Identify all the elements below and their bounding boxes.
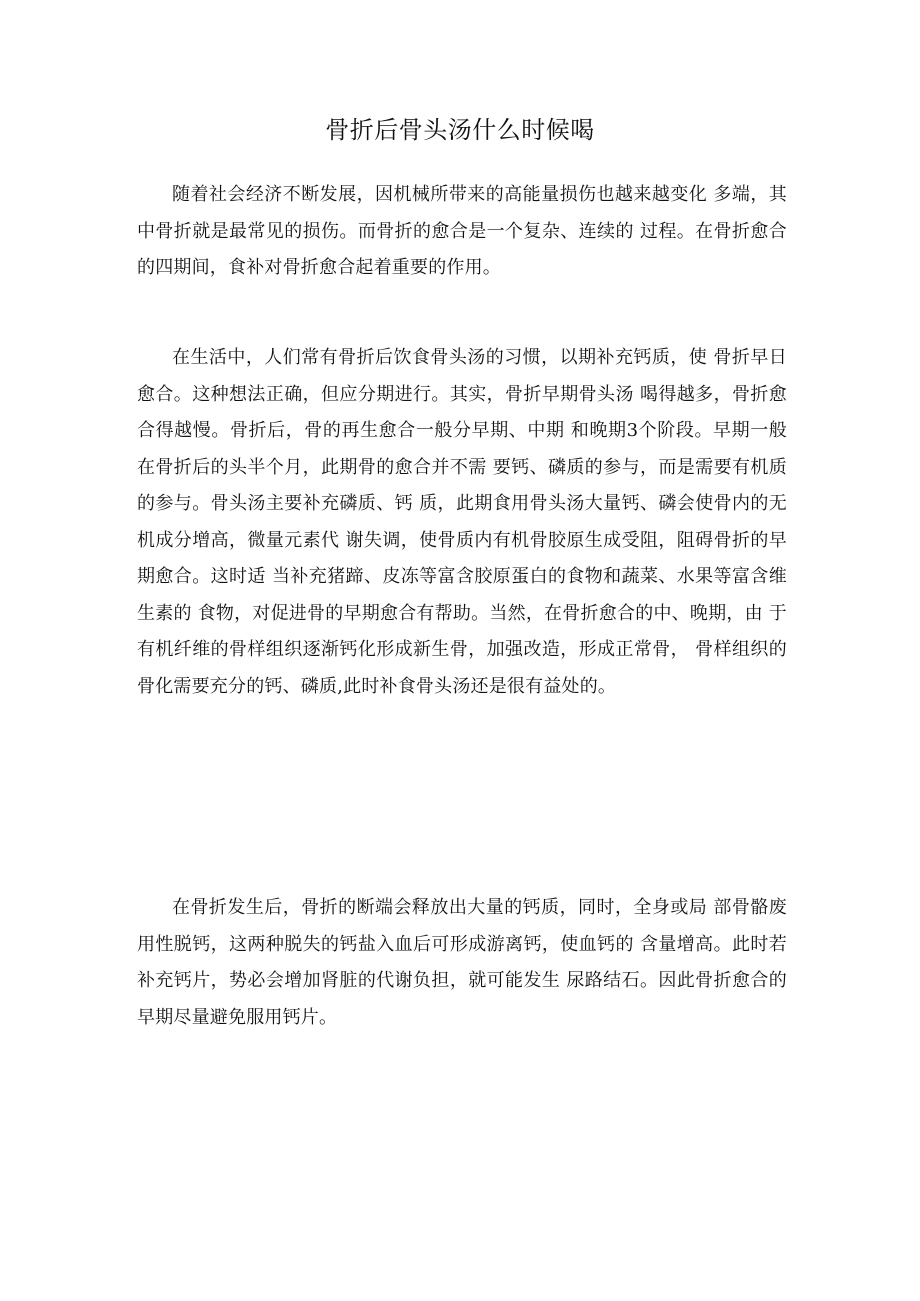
paragraph-2: 在生活中，人们常有骨折后饮食骨头汤的习惯，以期补充钙质，使 骨折早日愈合。这种想法正确，但应分期进行。其实，骨折早期骨头汤 喝得越多，骨折愈合得越慢。骨折后，骨的再生愈合一般分早期、中期 和晚期3个阶段。早期一般在骨折后的头半个月，此期骨的愈合并不需 要钙、磷质的参与，而是需要有机质的参与。骨头汤主要补充磷质、钙 质，此期食用骨头汤大量钙、磷会使骨内的无机成分增高，微量元素代 谢失调，使骨质内有机骨胶原生成受阻，阻碍骨折的早期愈合。这时适 当补充猪蹄、皮冻等富含胶原蛋白的食物和蔬菜、水果等富含维生素的 食物，对促进骨的早期愈合有帮助。当然，在骨折愈合的中、晚期，由 于有机纤维的骨样组织逐渐钙化形成新生骨，加强改造，形成正常骨， 骨样组织的骨化需要充分的钙、磷质,此时补食骨头汤还是很有益处的。 [137,347,787,697]
document-title: 骨折后骨头汤什么时候喝 [325,116,595,144]
paragraph-1: 随着社会经济不断发展，因机械所带来的高能量损伤也越来越变化 多端，其中骨折就是最常见的损伤。而骨折的愈合是一个复杂、连续的 过程。在骨折愈合的四期间，食补对骨折愈合起着重要的作用。 [137,184,787,278]
paragraph-3: 在骨折发生后，骨折的断端会释放出大量的钙质，同时，全身或局 部骨骼废用性脱钙，这两种脱失的钙盐入血后可形成游离钙，使血钙的 含量增高。此时若补充钙片，势必会增加肾脏的代谢负担，就可能发生 尿路结石。因此骨折愈合的早期尽量避免服用钙片。 [137,897,787,1028]
